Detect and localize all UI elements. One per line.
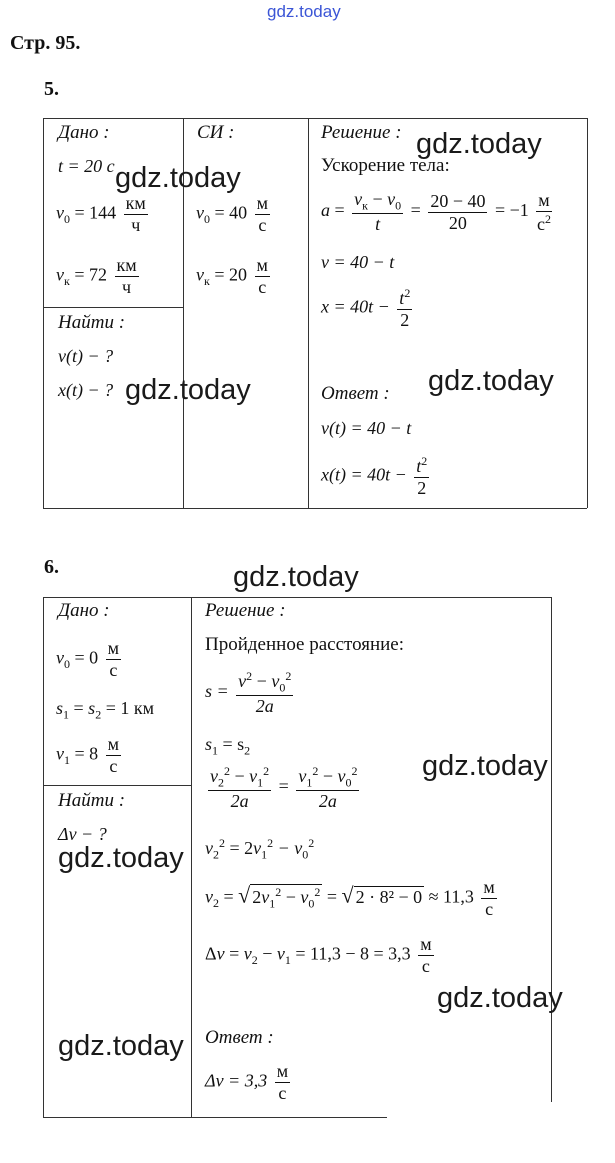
watermark: gdz.today	[125, 374, 251, 406]
p6-answer-dv: Δv = 3,3 $\frac{м}{с}$	[205, 1061, 289, 1103]
page-title: Стр. 95.	[10, 32, 81, 54]
table6-col-divider	[191, 597, 192, 1117]
watermark: gdz.today	[416, 128, 542, 160]
p5-answer-x: x(t) = 40t − $\frac{t^2}{2}$	[321, 454, 428, 498]
problem-5-number: 5.	[44, 78, 59, 100]
table6-right-border	[551, 597, 552, 1102]
p5-accel-formula: a = $\frac{v_к - v_0}{t}$ = $\frac{20 - 40}{20}$ = −1 $\frac{м}{с^2}$	[321, 189, 551, 235]
table5-right-border	[587, 118, 588, 508]
p5-find-x: x(t) − ?	[58, 380, 114, 400]
problem-6-number: 6.	[44, 556, 59, 578]
p5-given-vk: $v_к = 72$ $\frac{км}{ч}$	[56, 255, 137, 297]
p6-distance-text: Пройденное расстояние:	[205, 634, 405, 655]
p5-x-equation: x = 40t − $\frac{t^2}{2}$	[321, 286, 411, 330]
p5-si-v0: $v_0 = 40$ $\frac{м}{с}$	[196, 193, 269, 235]
watermark: gdz.today	[58, 842, 184, 874]
p5-answer-v: v(t) = 40 − t	[321, 418, 412, 438]
p5-najti-header: Найти :	[58, 312, 126, 333]
p5-find-v: v(t) − ?	[58, 346, 114, 366]
table6-left-border	[43, 597, 44, 1117]
p6-find-dv: Δv − ?	[58, 824, 107, 844]
table5-top-border	[43, 118, 587, 119]
p6-reshenie-header: Решение :	[205, 600, 286, 621]
p6-dano-header: Дано :	[58, 600, 110, 621]
p5-reshenie-header: Решение :	[321, 122, 402, 143]
p5-si-vk: $v_к = 20$ $\frac{м}{с}$	[196, 255, 268, 297]
table5-left-border	[43, 118, 44, 508]
table6-top-border	[43, 597, 551, 598]
watermark: gdz.today	[428, 365, 554, 397]
p5-si-header: СИ :	[197, 122, 235, 143]
p6-given-s: $s_1 = s_2 = 1$ км	[56, 698, 154, 722]
p6-answer-header: Ответ :	[205, 1027, 274, 1048]
watermark: gdz.today	[422, 750, 548, 782]
p5-v-equation: v = 40 − t	[321, 252, 395, 272]
p5-dano-header: Дано :	[58, 122, 110, 143]
watermark: gdz.today	[58, 1030, 184, 1062]
p5-accel-text: Ускорение тела:	[321, 155, 450, 176]
p5-answer-header: Ответ :	[321, 383, 390, 404]
p6-dv-formula: $\Delta v = v_2 - v_1 = 11,3 - 8 = 3,3$ $\frac{м}{с}$	[205, 934, 432, 976]
p6-s-equal: $s_1 = s_2$	[205, 734, 251, 758]
p6-s-formula: s = $\frac{v^2 - v_0^2}{2a}$	[205, 669, 292, 717]
p6-v2-root: $v_2$ = √ $2v_1^2 - v_0^2$ = √ 2 · 8² − 0 ≈ 11,3 $\frac{м}{с}$	[205, 877, 495, 919]
watermark: gdz.today	[233, 561, 359, 593]
p5-given-v0: $v_0 = 144$ $\frac{км}{ч}$	[56, 193, 146, 235]
site-watermark-top: gdz.today	[267, 2, 341, 21]
table6-najti-divider	[43, 785, 191, 786]
watermark: gdz.today	[437, 982, 563, 1014]
p6-najti-header: Найти :	[58, 790, 126, 811]
p6-equality-formula: $\frac{v_2^2 - v_1^2}{2a}$ = $\frac{v_1^2 - v_0^2}{2a}$	[210, 764, 358, 812]
watermark: gdz.today	[115, 162, 241, 194]
p5-given-t: t = 20 c	[58, 156, 115, 176]
p6-given-v0: $v_0 = 0$ $\frac{м}{с}$	[56, 638, 120, 680]
table5-najti-divider	[43, 307, 183, 308]
table5-bottom-border	[43, 508, 587, 509]
table6-bottom-border	[43, 1117, 387, 1118]
p6-v2-squared: $v_2^2 = 2v_1^2 - v_0^2$	[205, 836, 315, 862]
p6-given-v1: $v_1 = 8$ $\frac{м}{с}$	[56, 734, 120, 776]
table5-col-divider-2	[308, 118, 309, 508]
